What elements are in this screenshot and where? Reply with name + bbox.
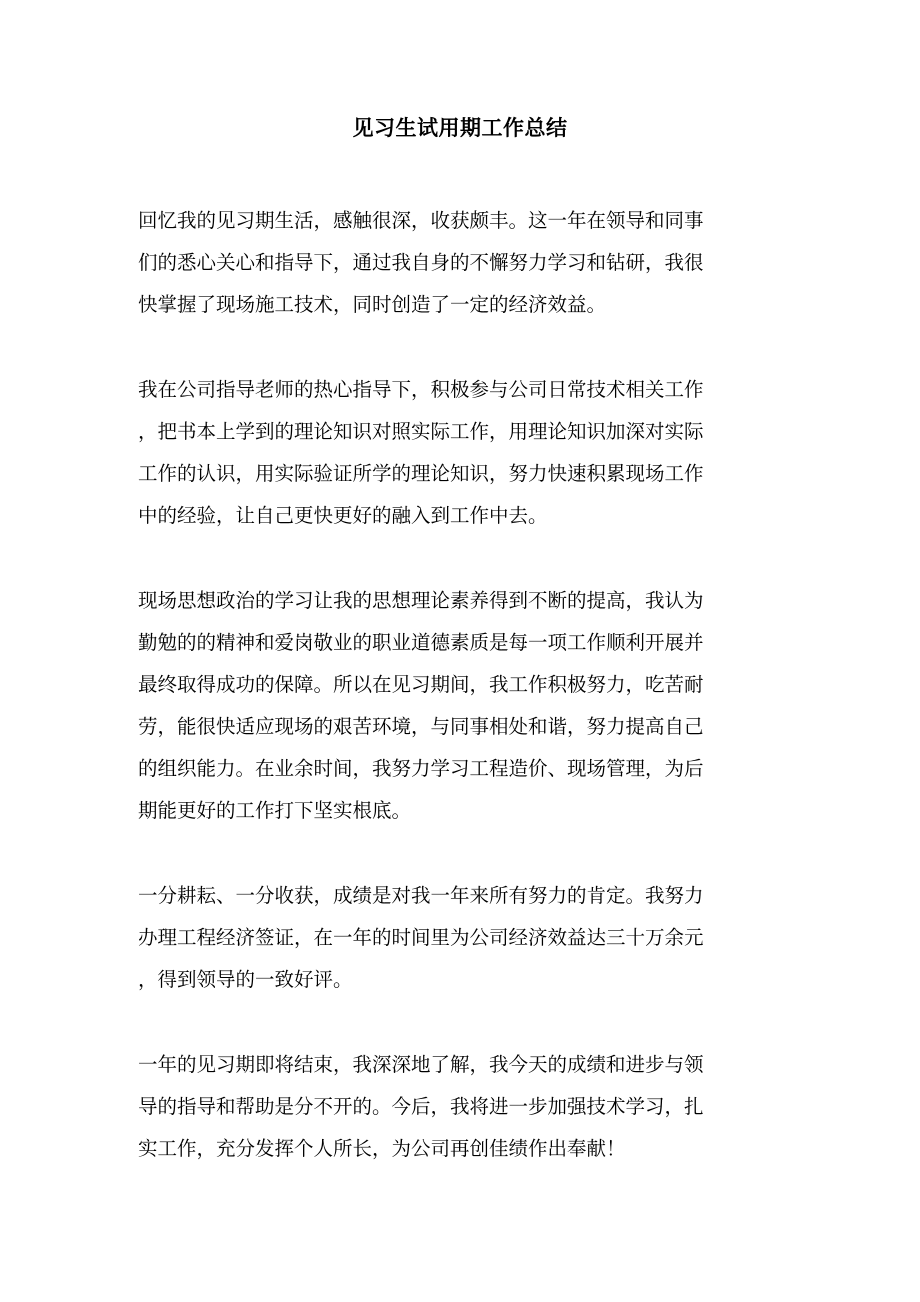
- paragraph-5: [138, 1044, 782, 1170]
- paragraph-line: 一分耕耘、一分收获，成绩是对我一年来所有努力的肯定。我努力: [138, 884, 704, 907]
- paragraph-line: 实工作，充分发挥个人所长，为公司再创佳绩作出奉献！: [138, 1137, 626, 1160]
- paragraph-3: [138, 580, 782, 832]
- paragraph-line: 工作的认识，用实际验证所学的理论知识，努力快速积累现场工作: [138, 462, 704, 485]
- paragraph-line: 我在公司指导老师的热心指导下，积极参与公司日常技术相关工作: [138, 378, 704, 401]
- document-title: 见习生试用期工作总结: [352, 115, 568, 140]
- paragraph-line: 回忆我的见习期生活，感触很深，收获颇丰。这一年在领导和同事: [138, 209, 704, 232]
- document-body: [138, 200, 782, 1170]
- paragraph-line: 现场思想政治的学习让我的思想理论素养得到不断的提高，我认为: [138, 589, 704, 612]
- paragraph-line: 们的悉心关心和指导下，通过我自身的不懈努力学习和钻研，我很: [138, 251, 704, 274]
- paragraph-line: 导的指导和帮助是分不开的。今后，我将进一步加强技术学习，扎: [138, 1095, 704, 1118]
- paragraph-line: 中的经验，让自己更快更好的融入到工作中去。: [138, 504, 548, 527]
- paragraph-line: 快掌握了现场施工技术，同时创造了一定的经济效益。: [138, 293, 607, 316]
- paragraph-line: ，得到领导的一致好评。: [138, 968, 353, 991]
- paragraph-line: 办理工程经济签证，在一年的时间里为公司经济效益达三十万余元: [138, 926, 704, 949]
- paragraph-1: [138, 200, 782, 326]
- paragraph-4: [138, 875, 782, 1001]
- paragraph-line: 劳，能很快适应现场的艰苦环境，与同事相处和谐，努力提高自己: [138, 715, 704, 738]
- paragraph-2: [138, 369, 782, 537]
- paragraph-line: 的组织能力。在业余时间，我努力学习工程造价、现场管理，为后: [138, 757, 704, 780]
- paragraph-line: 最终取得成功的保障。所以在见习期间，我工作积极努力，吃苦耐: [138, 673, 704, 696]
- paragraph-line: 一年的见习期即将结束，我深深地了解，我今天的成绩和进步与领: [138, 1053, 704, 1076]
- paragraph-line: 期能更好的工作打下坚实根底。: [138, 799, 412, 822]
- paragraph-line: 勤勉的的精神和爱岗敬业的职业道德素质是每一项工作顺利开展并: [138, 631, 704, 654]
- paragraph-line: ，把书本上学到的理论知识对照实际工作，用理论知识加深对实际: [138, 420, 704, 443]
